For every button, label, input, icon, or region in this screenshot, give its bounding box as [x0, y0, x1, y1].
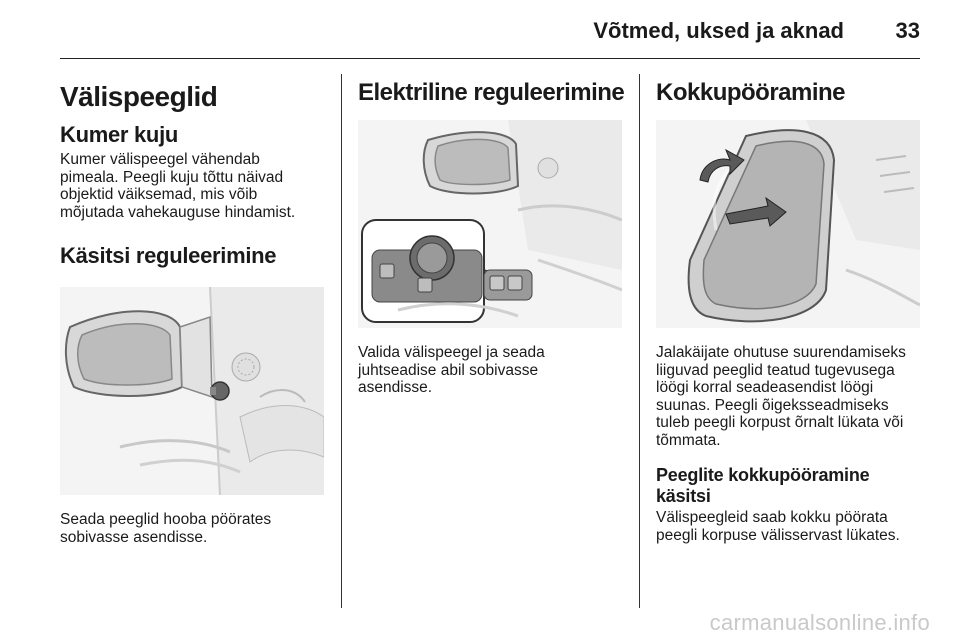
section-title: Välispeeglid — [60, 81, 218, 112]
page-header — [60, 14, 920, 46]
electric-caption: Valida välispeegel ja seada juhtseadise abil sobivasse asendisse. — [358, 344, 545, 396]
column-divider-1 — [341, 74, 342, 608]
watermark: carmanualsonline.info — [709, 610, 930, 635]
manual-folding-paragraph: Välispeegleid saab kokku pöörata peegli korpuse välisservast lükates. — [656, 509, 900, 544]
subsection-title-electric: Elektriline reguleerimine — [358, 79, 625, 106]
subsection-title-manual-folding: Peeglite kokkupööramine käsitsi — [656, 465, 870, 506]
folding-paragraph: Jalakäijate ohutuse suurendamiseks liiguvad peeglid teatud tugevusega löögi korral seadeasendist löögi suunas. Peegli õigeksseadmiseks tuleb peegli korpust õrnalt lükata või tõmmata. — [656, 344, 906, 449]
subsection-title-manual: Käsitsi reguleerimine — [60, 243, 277, 268]
column-divider-2 — [639, 74, 640, 608]
folding-mirror-illustration — [656, 120, 920, 328]
column-1 — [60, 72, 328, 546]
manual-caption: Seada peeglid hooba pöörates sobivasse asendisse. — [60, 511, 272, 546]
column-2 — [358, 72, 626, 397]
electric-control-illustration — [358, 120, 622, 328]
header-divider — [60, 58, 920, 59]
chapter-title: Võtmed, uksed ja aknad — [593, 18, 844, 43]
subsection-title-convex: Kumer kuju — [60, 122, 179, 147]
manual-mirror-illustration — [60, 287, 324, 495]
page-number: 33 — [895, 18, 920, 43]
column-3 — [656, 72, 926, 544]
subsection-title-folding: Kokkupööramine — [656, 79, 846, 106]
convex-paragraph: Kumer välispeegel vähendab pimeala. Peegli kuju tõttu näivad objektid väiksemad, mis võib mõjutada vahekauguse hindamist. — [60, 151, 296, 221]
